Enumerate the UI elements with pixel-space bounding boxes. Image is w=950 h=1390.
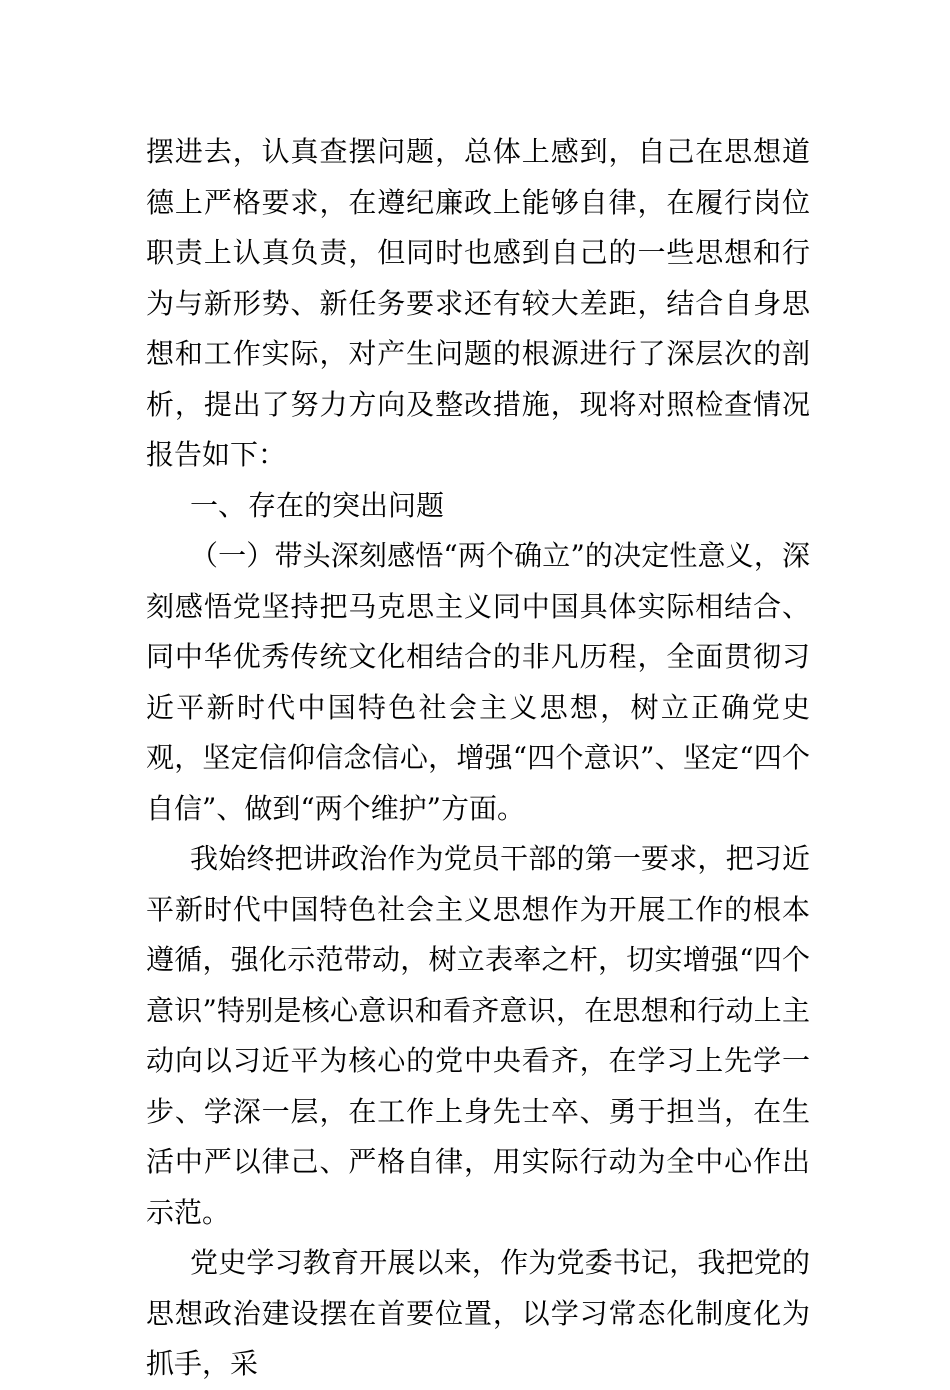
document-body xyxy=(146,127,810,1390)
paragraph-continuation: 摆进去，认真查摆问题，总体上感到，自己在思想道德上严格要求，在遵纪廉政上能够自律，在履行岗位职责上认真负责，但同时也感到自己的一些思想和行为与新形势、新任务要求还有较大差距，结合自身思想和工作实际，对产生问题的根源进行了深层次的剖析，提出了努力方向及整改措施，现将对照检查情况报告如下： xyxy=(146,135,810,471)
body-paragraph: 党史学习教育开展以来，作为党委书记，我把党的思想政治建设摆在首要位置，以学习常态化制度化为抓手，采 xyxy=(146,1246,810,1380)
section-heading xyxy=(146,481,810,532)
body-paragraph: 我始终把讲政治作为党员干部的第一要求，把习近平新时代中国特色社会主义思想作为开展工作的根本遵循，强化示范带动，树立表率之杆，切实增强“四个意识”特别是核心意识和看齐意识，在思想和行动上主动向以习近平为核心的党中央看齐，在学习上先学一步、学深一层，在工作上身先士卒、勇于担当，在生活中严以律己、严格自律，用实际行动为全中心作出示范。 xyxy=(146,842,810,1229)
section-number: 一、 xyxy=(190,488,247,522)
section-title: 存在的突出问题 xyxy=(248,488,445,522)
subsection-heading-paragraph: （一）带头深刻感悟“两个确立”的决定性意义，深刻感悟党坚持把马克思主义同中国具体实际相结合、同中华优秀传统文化相结合的非凡历程，全面贯彻习近平新时代中国特色社会主义思想，树立正确党史观，坚定信仰信念信心，增强“四个意识”、坚定“四个自信”、做到“两个维护”方面。 xyxy=(146,539,810,825)
